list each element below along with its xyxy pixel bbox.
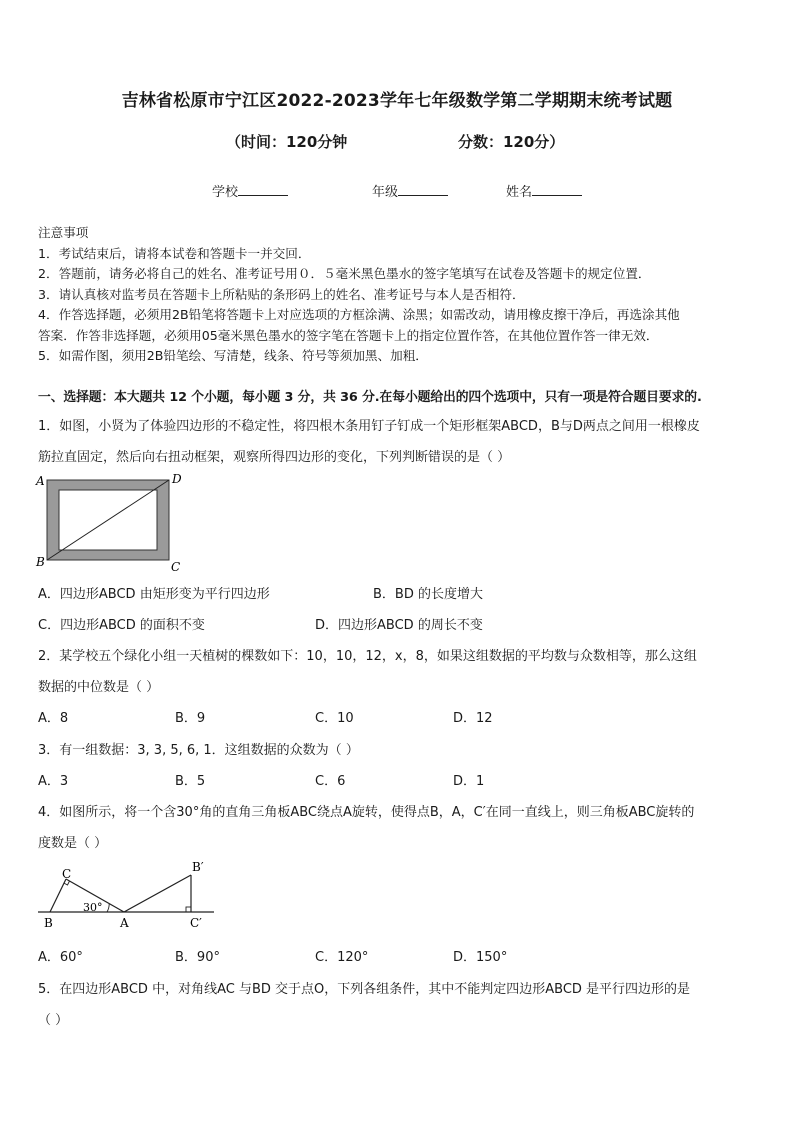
question-2-line-1: 2．某学校五个绿化小组一天植树的棵数如下：10，10，12，x，8，如果这组数据的平均数与众数相等，那么这组	[38, 649, 697, 664]
question-2-option-b: B．9	[175, 711, 206, 726]
question-4-option-b: B．90°	[175, 950, 220, 965]
label-D: D	[172, 472, 182, 486]
question-1-option-c: C．四边形ABCD 的面积不变	[38, 618, 205, 633]
label-angle-30: 30°	[83, 901, 103, 914]
note-item: 4．作答选择题，必须用2B铅笔将答题卡上对应选项的方框涂满、涂黑；如需改动，请用橡皮擦干净后，再选涂其他	[38, 307, 680, 322]
question-3-option-b: B．5	[175, 774, 206, 789]
question-1-figure	[34, 470, 194, 574]
grade-field	[372, 181, 448, 200]
grade-label: 年级	[372, 185, 399, 200]
note-item: 3．请认真核对监考员在答题卡上所粘贴的条形码上的姓名、准考证号与本人是否相符．	[38, 286, 525, 302]
label-C-prime: C′	[190, 916, 202, 930]
label-B: B	[44, 916, 53, 930]
right-angle-c-prime	[186, 907, 191, 912]
question-4-option-d: D．150°	[453, 950, 508, 965]
question-2-option-d: D．12	[453, 711, 493, 726]
question-3-option-d: D．1	[453, 774, 485, 789]
notes-block	[38, 223, 760, 367]
question-5-line-2: （ ）	[38, 1013, 69, 1028]
note-item: 1．考试结束后，请将本试卷和答题卡一并交回．	[38, 245, 311, 261]
side-ab-prime	[124, 875, 191, 912]
question-4-line-2: 度数是（ ）	[38, 836, 108, 851]
question-3-option-a: A．3	[38, 774, 69, 789]
question-4-figure	[34, 856, 220, 936]
label-B-prime: B′	[192, 860, 204, 874]
exam-score: 分数：120分）	[458, 133, 565, 151]
question-1-option-d: D．四边形ABCD 的周长不变	[315, 618, 483, 633]
question-2-option-c: C．10	[315, 711, 354, 726]
question-1-line-1: 1．如图，小贤为了体验四边形的不稳定性，将四根木条用钉子钉成一个矩形框架ABCD，B与D两点之间用一根橡皮	[38, 419, 700, 434]
page-title: 吉林省松原市宁江区2022-2023学年七年级数学第二学期期末统考试题	[121, 91, 673, 111]
note-item: 5．如需作图，须用2B铅笔绘、写清楚，线条、符号等须加黑、加粗．	[38, 348, 428, 363]
question-5-line-1: 5．在四边形ABCD 中，对角线AC 与BD 交于点O，下列各组条件，其中不能判定四边形ABCD 是平行四边形的是	[38, 982, 691, 997]
name-field	[506, 181, 582, 200]
angle-arc-a	[107, 904, 109, 912]
school-label: 学校	[212, 185, 239, 200]
question-2-line-2: 数据的中位数是（ ）	[38, 680, 160, 695]
question-3-line-1: 3．有一组数据：3, 3, 5, 6, 1．这组数据的众数为（ ）	[38, 743, 359, 758]
section-heading: 一、选择题：本大题共 12 个小题，每小题 3 分，共 36 分.在每小题给出的四个选项中，只有一项是符合题目要求的.	[38, 390, 702, 405]
label-A: A	[36, 474, 45, 488]
grade-blank	[398, 183, 448, 196]
note-item: 答案．作答非选择题，必须用05毫米黑色墨水的签字笔在答题卡上的指定位置作答，在其他位置作答一律无效．	[38, 327, 659, 343]
exam-time: （时间：120分钟	[226, 133, 348, 151]
label-C: C	[171, 560, 181, 574]
side-bc	[50, 879, 66, 912]
question-4-line-1: 4．如图所示，将一个含30°角的直角三角板ABC绕点A旋转，使得点B，A，C′在同一直线上，则三角板ABC旋转的	[38, 805, 695, 820]
question-1-option-b: B．BD 的长度增大	[373, 587, 483, 602]
label-A: A	[120, 916, 129, 930]
school-blank	[238, 183, 288, 196]
question-4-option-c: C．120°	[315, 950, 369, 965]
name-label: 姓名	[506, 185, 533, 200]
school-field	[212, 181, 288, 200]
question-2-option-a: A．8	[38, 711, 69, 726]
name-blank	[532, 183, 582, 196]
question-3-option-c: C．6	[315, 774, 346, 789]
question-1-line-2: 筋拉直固定，然后向右扭动框架，观察所得四边形的变化，下列判断错误的是（ ）	[38, 450, 511, 465]
note-item: 2．答题前，请务必将自己的姓名、准考证号用０．５毫米黑色墨水的签字笔填写在试卷及答题卡的规定位置．	[38, 266, 651, 281]
notes-heading: 注意事项	[38, 225, 89, 240]
label-B: B	[36, 555, 45, 569]
question-4-option-a: A．60°	[38, 950, 83, 965]
label-C: C	[62, 867, 72, 881]
question-1-option-a: A．四边形ABCD 由矩形变为平行四边形	[38, 587, 270, 602]
